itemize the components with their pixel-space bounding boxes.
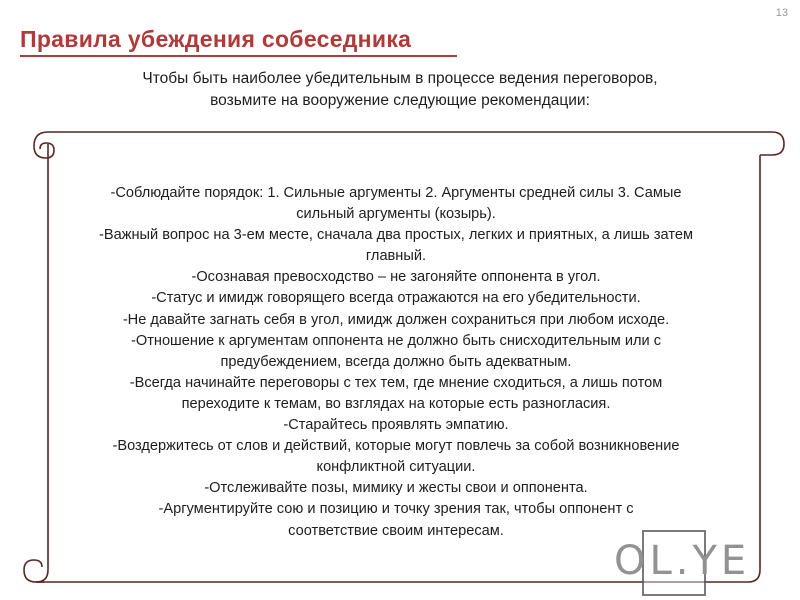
rule-line: -Аргументируйте сою и позицию и точку зрения так, чтобы оппонент с [158, 501, 634, 518]
rule-line: соответствие своим интересам. [288, 522, 504, 539]
rule-line: переходите к темам, во взглядах на которые есть разногласия. [181, 395, 611, 412]
rule-line: -Всегда начинайте переговоры с тех тем, где мнение сходиться, а лишь потом [129, 374, 663, 391]
subtitle-line-2: возьмите на вооружение следующие рекомендации: [210, 92, 590, 109]
rule-line: конфликтной ситуации. [316, 459, 476, 476]
rule-line: сильный аргументы (козырь). [296, 206, 496, 223]
rule-line: главный. [365, 248, 427, 265]
rule-line: -Важный вопрос на 3-ем месте, сначала два простых, легких и приятных, а лишь затем [99, 227, 693, 244]
subtitle-line-1: Чтобы быть наиболее убедительным в процессе ведения переговоров, [142, 70, 658, 87]
rule-line: -Не давайте загнать себя в угол, имидж должен сохраниться при любом исходе. [122, 311, 670, 328]
watermark-text: ОL.YE [614, 538, 751, 584]
rule-line: -Воздержитесь от слов и действий, которые могут повлечь за собой возникновение [112, 438, 680, 455]
rule-line: -Соблюдайте порядок: 1. Сильные аргументы 2. Аргументы средней силы 3. Самые [110, 185, 682, 201]
rule-line: -Статус и имидж говорящего всегда отражаются на его убедительности. [151, 290, 641, 307]
rule-line: -Отслеживайте позы, мимику и жесты свои и оппонента. [204, 480, 588, 497]
rule-line: -Отношение к аргументам оппонента не должно быть снисходительным или с [130, 332, 662, 349]
scroll-text [52, 183, 740, 542]
page-number: 13 [775, 7, 788, 19]
slide-title: Правила убеждения собеседника [20, 26, 412, 52]
rule-line: -Осознавая превосходство – не загоняйте оппонента в угол. [191, 269, 601, 286]
rule-line: предубеждением, всегда должно быть адекватным. [220, 353, 572, 370]
watermark [612, 530, 800, 594]
rule-line: -Старайтесь проявлять эмпатию. [283, 417, 509, 434]
